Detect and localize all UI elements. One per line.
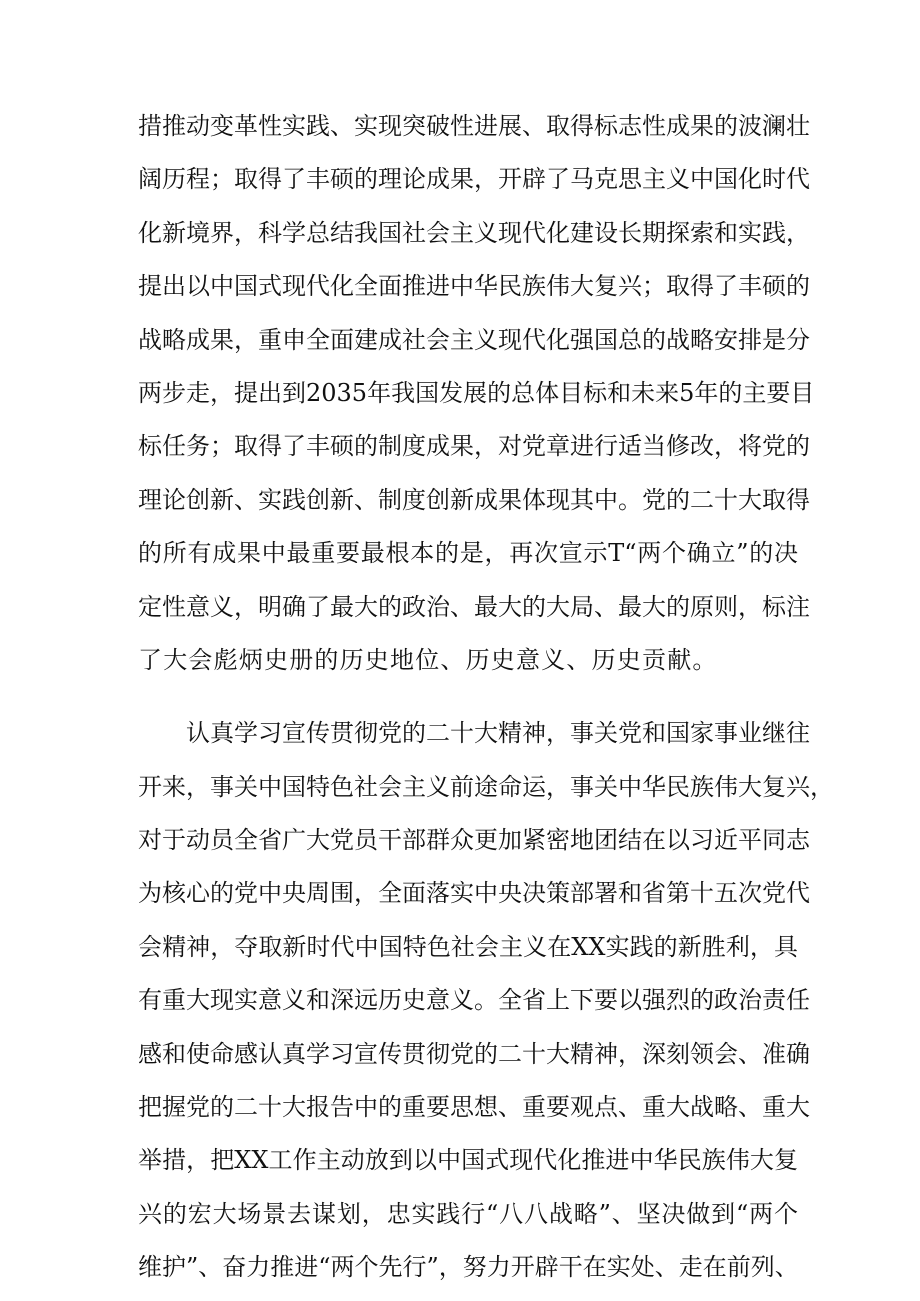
text-line: 化新境界，科学总结我国社会主义现代化建设长期探索和实践， xyxy=(138,218,810,247)
paragraph-2 xyxy=(138,707,834,1294)
text-line: 定性意义，明确了最大的政治、最大的大局、最大的原则，标注 xyxy=(138,592,810,621)
text-line: 措推动变革性实践、实现突破性进展、取得标志性成果的波澜壮 xyxy=(138,112,810,140)
text-line: 两步走，提出到2035年我国发展的总体目标和未来5年的主要目 xyxy=(138,378,815,407)
text-line: 为核心的党中央周围，全面落实中央决策部署和省第十五次党代 xyxy=(138,879,810,908)
text-line: 举措，把XX工作主动放到以中国式现代化推进中华民族伟大复 xyxy=(138,1146,798,1175)
text-line: 对于动员全省广大党员干部群众更加紧密地团结在以习近平同志 xyxy=(138,826,810,855)
paragraph-1 xyxy=(138,100,815,687)
text-line: 维护”、奋力推进“两个先行”，努力开辟干在实处、走在前列、 xyxy=(138,1253,799,1282)
text-line: 感和使命感认真学习宣传贯彻党的二十大精神，深刻领会、准确 xyxy=(138,1039,810,1068)
text-line: 把握党的二十大报告中的重要思想、重要观点、重大战略、重大 xyxy=(138,1093,810,1122)
text-line: 的所有成果中最重要最根本的是，再次宣示T“两个确立”的决 xyxy=(138,539,798,568)
text-line: 阔历程；取得了丰硕的理论成果，开辟了马克思主义中国化时代 xyxy=(138,165,810,194)
text-line: 认真学习宣传贯彻党的二十大精神，事关党和国家事业继往 xyxy=(186,719,810,748)
text-line: 会精神，夺取新时代中国特色社会主义在XX实践的新胜利，具 xyxy=(138,932,798,961)
document-body xyxy=(138,100,834,1295)
text-line: 标任务；取得了丰硕的制度成果，对党章进行适当修改，将党的 xyxy=(138,432,810,461)
text-line: 理论创新、实践创新、制度创新成果体现其中。党的二十大取得 xyxy=(138,485,810,514)
text-line: 了大会彪炳史册的历史地位、历史意义、历史贡献。 xyxy=(138,645,718,674)
text-line: 战略成果，重申全面建成社会主义现代化强国总的战略安排是分 xyxy=(138,325,810,354)
text-line: 有重大现实意义和深远历史意义。全省上下要以强烈的政治责任 xyxy=(138,986,810,1015)
text-line: 开来，事关中国特色社会主义前途命运，事关中华民族伟大复兴， xyxy=(138,772,834,801)
paragraph-gap xyxy=(138,687,798,707)
text-line: 兴的宏大场景去谋划，忠实践行“八八战略”、坚决做到“两个 xyxy=(138,1199,798,1228)
text-line: 提出以中国式现代化全面推进中华民族伟大复兴；取得了丰硕的 xyxy=(138,272,810,301)
